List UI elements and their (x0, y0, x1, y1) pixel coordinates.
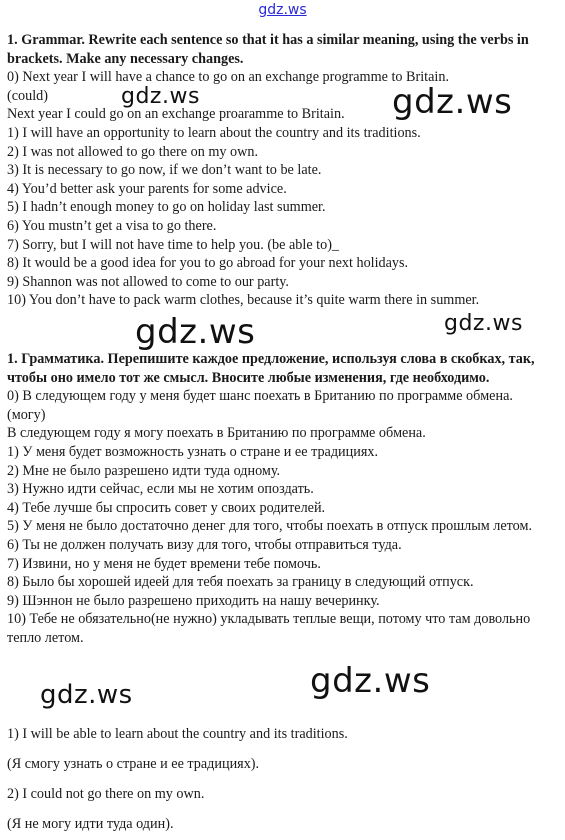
russian-task (7, 350, 552, 648)
english-item: 7) Sorry, but I will not have time to help you. (be able to)_ (7, 236, 340, 253)
watermark: gdz.ws (310, 661, 431, 701)
answer-line: (Я не могу идти туда один). (7, 816, 174, 832)
russian-heading: 1. Грамматика. Перепишите каждое предложение, используя слова в скобках, так, чтобы оно имело тот же смысл. Вносите любые изменения, где необходимо. (7, 351, 535, 386)
russian-item: 3) Нужно идти сейчас, если мы не хотим опоздать. (7, 481, 314, 498)
russian-item: 6) Ты не должен получать визу для того, чтобы отправиться туда. (7, 536, 402, 553)
russian-item: 7) Извини, но у меня не будет времени тебе помочь. (7, 555, 321, 572)
russian-item: 10) Тебе не обязательно(не нужно) укладывать теплые вещи, потому что там довольно тепло летом. (7, 611, 531, 646)
english-item: 4) You’d better ask your parents for some advice. (7, 180, 287, 197)
english-example-line: 0) Next year I will have a chance to go on an exchange programme to Britain. (7, 69, 450, 86)
russian-item: 9) Шэннон не было разрешено приходить на нашу вечеринку. (7, 592, 380, 609)
english-item: 3) It is necessary to go now, if we don’t want to be late. (7, 162, 322, 179)
watermark: gdz.ws (444, 311, 523, 336)
russian-example-line: 0) В следующем году у меня будет шанс поехать в Британию по программе обмена. (могу) (7, 388, 513, 423)
russian-item: 8) Было бы хорошей идеей для тебя поехать за границу в следующий отпуск. (7, 574, 474, 591)
english-example-hint: (could) (7, 87, 48, 104)
russian-item: 1) У меня будет возможность узнать о стране и ее традициях. (7, 443, 378, 460)
english-example-answer: Next year I could go on an exchange proaramme to Britain. (7, 106, 345, 123)
russian-item: 4) Тебе лучше бы спросить совет у своих родителей. (7, 499, 326, 516)
answer-line: 1) I will be able to learn about the country and its traditions. (7, 726, 348, 742)
english-item: 1) I will have an opportunity to learn about the country and its traditions. (7, 124, 421, 141)
english-item: 2) I was not allowed to go there on my own. (7, 143, 258, 160)
russian-item: 2) Мне не было разрешено идти туда одному. (7, 462, 281, 479)
answer-line: 2) I could not go there on my own. (7, 786, 205, 802)
english-item: 6) You mustn’t get a visa to go there. (7, 217, 217, 234)
english-item: 8) It would be a good idea for you to go abroad for your next holidays. (7, 255, 409, 272)
watermark: gdz.ws (40, 680, 133, 710)
english-item: 5) I hadn’t enough money to go on holiday last summer. (7, 199, 326, 216)
watermark: gdz.ws (392, 82, 513, 122)
russian-item: 5) У меня не было достаточно денег для того, чтобы поехать в отпуск прошлым летом. (7, 518, 532, 535)
english-item: 10) You don’t have to pack warm clothes, because it’s quite warm there in summer. (7, 292, 480, 309)
english-item: 9) Shannon was not allowed to come to our party. (7, 273, 289, 290)
english-heading: 1. Grammar. Rewrite each sentence so that it has a similar meaning, using the verbs in brackets. Make any necessary changes. (7, 32, 529, 67)
watermark: gdz.ws (135, 312, 256, 352)
english-task (7, 31, 552, 310)
top-watermark[interactable]: gdz.ws (258, 2, 307, 18)
answer-line: (Я смогу узнать о стране и ее традициях). (7, 756, 260, 772)
russian-example-answer: В следующем году я могу поехать в Британию по программе обмена. (7, 425, 426, 442)
watermark: gdz.ws (121, 84, 200, 109)
